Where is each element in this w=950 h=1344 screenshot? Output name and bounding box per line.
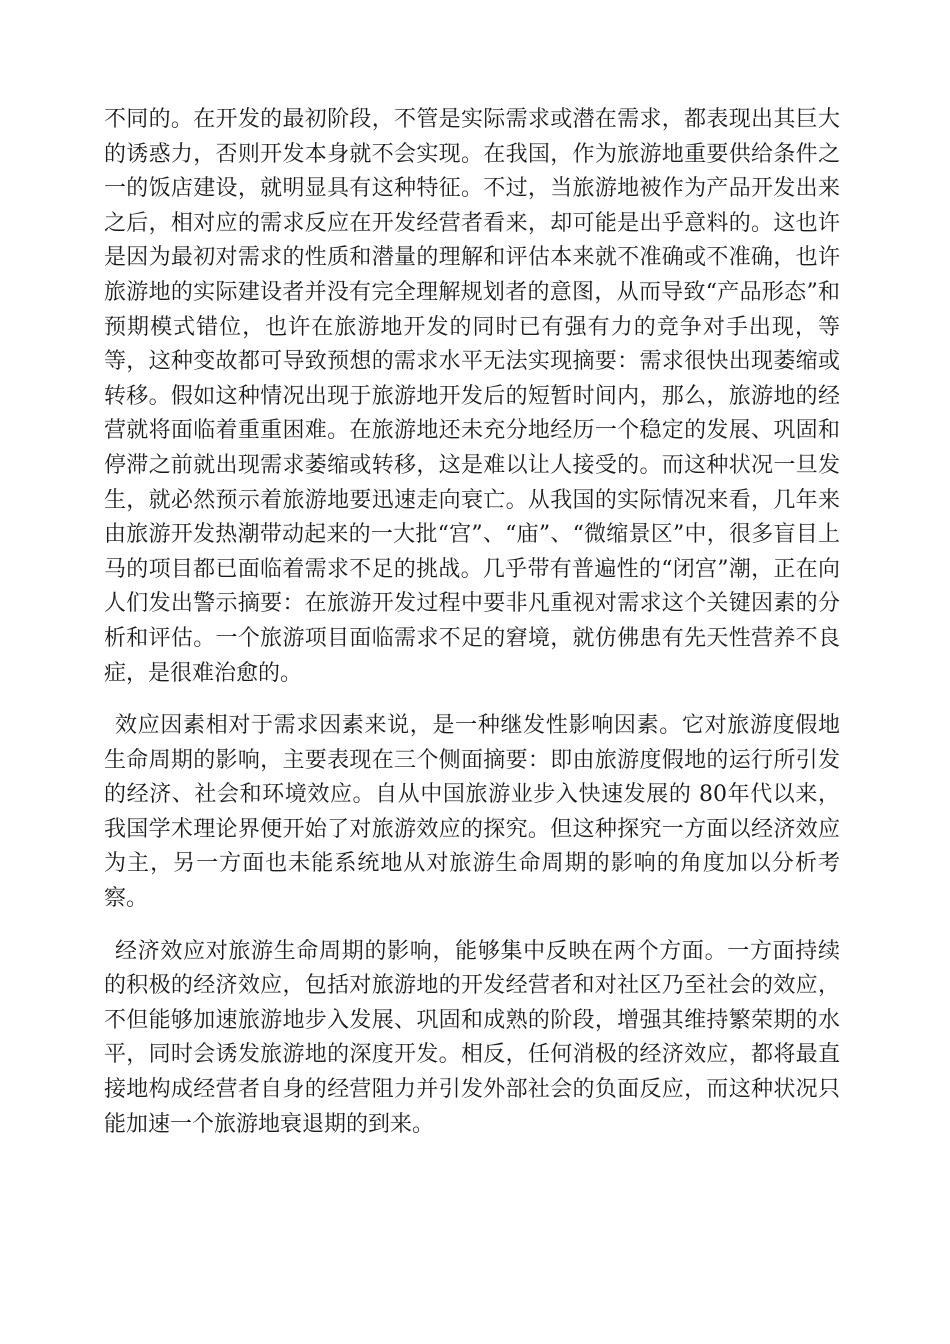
paragraph-demand-factors: 不同的。在开发的最初阶段，不管是实际需求或潜在需求，都表现出其巨大的诱惑力，否则开发本身就不会实现。在我国，作为旅游地重要供给条件之一的饭店建设，就明显具有这种特征。不过，当旅游地被作为产品开发出来之后，相对应的需求反应在开发经营者看来，却可能是出乎意料的。这也许是因为最初对需求的性质和潜量的理解和评估本来就不准确或不准确，也许旅游地的实际建设者并没有完全理解规划者的意图，从而导致“产品形态”和预期模式错位，也许在旅游地开发的同时已有强有力的竞争对手出现，等等，这种变故都可导致预想的需求水平无法实现摘要：需求很快出现萎缩或转移。假如这种情况出现于旅游地开发后的短暂时间内，那么，旅游地的经营就将面临着重重困难。在旅游地还未充分地经历一个稳定的发展、巩固和停滞之前就出现需求萎缩或转移，这是难以让人接受的。而这种状况一旦发生，就必然预示着旅游地要迅速走向衰亡。从我国的实际情况来看，几年来由旅游开发热潮带动起来的一大批“宫”、“庙”、“微缩景区”中，很多盲目上马的项目都已面临着需求不足的挑战。几乎带有普遍性的“闭宫”潮，正在向人们发出警示摘要：在旅游开发过程中要非凡重视对需求这个关键因素的分析和评估。一个旅游项目面临需求不足的窘境，就仿佛患有先天性营养不良症，是很难治愈的。 [104, 107, 840, 686]
paragraph-effect-factors: 效应因素相对于需求因素来说，是一种继发性影响因素。它对旅游度假地生命周期的影响，主要表现在三个侧面摘要：即由旅游度假地的运行所引发的经济、社会和环境效应。自从中国旅游业步入快速发展的 80年代以来，我国学术理论界便开始了对旅游效应的探究。但这种探究一方面以经济效应为主，另一方面也未能系统地从对旅游生命周期的影响的角度加以分析考察。 [104, 713, 840, 912]
document-page [104, 103, 840, 1142]
paragraph-economic-effects: 经济效应对旅游生命周期的影响，能够集中反映在两个方面。一方面持续的积极的经济效应，包括对旅游地的开发经营者和对社区乃至社会的效应，不但能够加速旅游地步入发展、巩固和成熟的阶段，增强其维持繁荣期的水平，同时会诱发旅游地的深度开发。相反，任何消极的经济效应，都将最直接地构成经营者自身的经营阻力并引发外部社会的负面反应，而这种状况只能加速一个旅游地衰退期的到来。 [104, 938, 840, 1137]
